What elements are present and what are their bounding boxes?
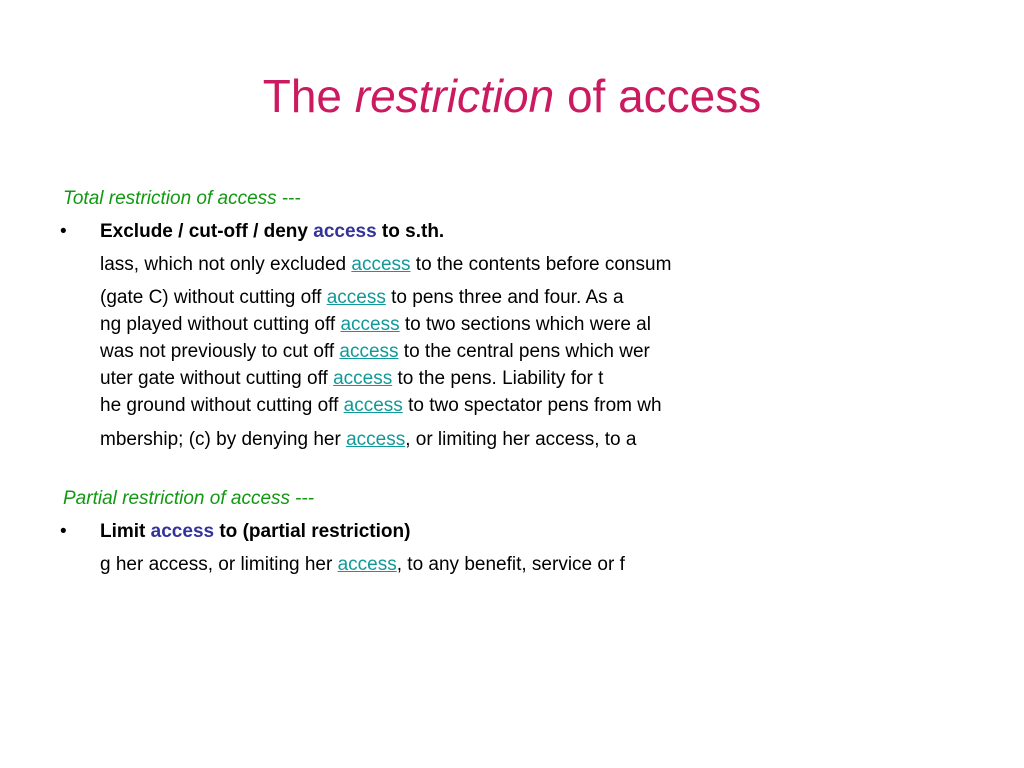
access-link[interactable]: access [351, 254, 411, 275]
slide-title [0, 68, 1024, 124]
example-line-post: to the contents before consum [410, 254, 672, 275]
bullet-limit-keyword: access [150, 521, 215, 542]
access-link[interactable]: access [333, 368, 393, 389]
example-line-pre: mbership; (c) by denying her [100, 429, 347, 450]
example-line-pre: was not previously to cut off [100, 341, 340, 362]
section-heading-partial-text: Partial restriction of access [63, 488, 291, 509]
section-heading-total [63, 187, 301, 211]
section-heading-total-dashes: --- [276, 188, 301, 209]
bullet-exclude-pre: Exclude / cut-off / deny [100, 221, 314, 242]
bullet-limit-text [100, 520, 410, 544]
bullet-marker: • [60, 221, 67, 242]
example-line-post: to the pens. Liability for t [392, 368, 604, 389]
example-line-pre: uter gate without cutting off [100, 368, 334, 389]
example-line-post: to the central pens which wer [398, 341, 650, 362]
example-line [100, 253, 671, 277]
example-line [100, 428, 636, 452]
section-heading-partial-dashes: --- [290, 488, 315, 509]
access-link[interactable]: access [340, 314, 400, 335]
example-line-post: , or limiting her access, to a [405, 429, 637, 450]
example-line-pre: (gate C) without cutting off [100, 287, 327, 308]
slide-title-part-1: The [262, 70, 355, 122]
section-heading-total-text: Total restriction of access [63, 188, 277, 209]
bullet-exclude-text [100, 220, 444, 244]
example-line-post: to two spectator pens from wh [402, 395, 662, 416]
example-line-pre: ng played without cutting off [100, 314, 341, 335]
example-line-pre: he ground without cutting off [100, 395, 344, 416]
bullet-exclude-keyword: access [313, 221, 377, 242]
example-line [100, 313, 651, 337]
access-link[interactable]: access [326, 287, 386, 308]
example-line-post: to pens three and four. As a [385, 287, 624, 308]
example-line [100, 286, 624, 310]
example-line [100, 394, 662, 418]
example-line-pre: g her access, or limiting her [100, 554, 338, 575]
example-line-post: to two sections which were al [399, 314, 651, 335]
bullet-limit-pre: Limit [100, 521, 151, 542]
example-line-post: , to any benefit, service or f [396, 554, 625, 575]
access-link[interactable]: access [346, 429, 406, 450]
access-link[interactable]: access [339, 341, 399, 362]
bullet-limit-post: to (partial restriction) [214, 521, 411, 542]
example-line-pre: lass, which not only excluded [100, 254, 352, 275]
slide-title-part-3: of access [554, 70, 762, 122]
bullet-marker: • [60, 521, 67, 542]
example-line [100, 553, 625, 577]
example-line [100, 340, 650, 364]
section-heading-partial [63, 487, 314, 511]
access-link[interactable]: access [343, 395, 403, 416]
slide-title-italic-word: restriction [354, 70, 555, 122]
bullet-exclude-post: to s.th. [376, 221, 445, 242]
access-link[interactable]: access [337, 554, 397, 575]
example-line [100, 367, 603, 391]
